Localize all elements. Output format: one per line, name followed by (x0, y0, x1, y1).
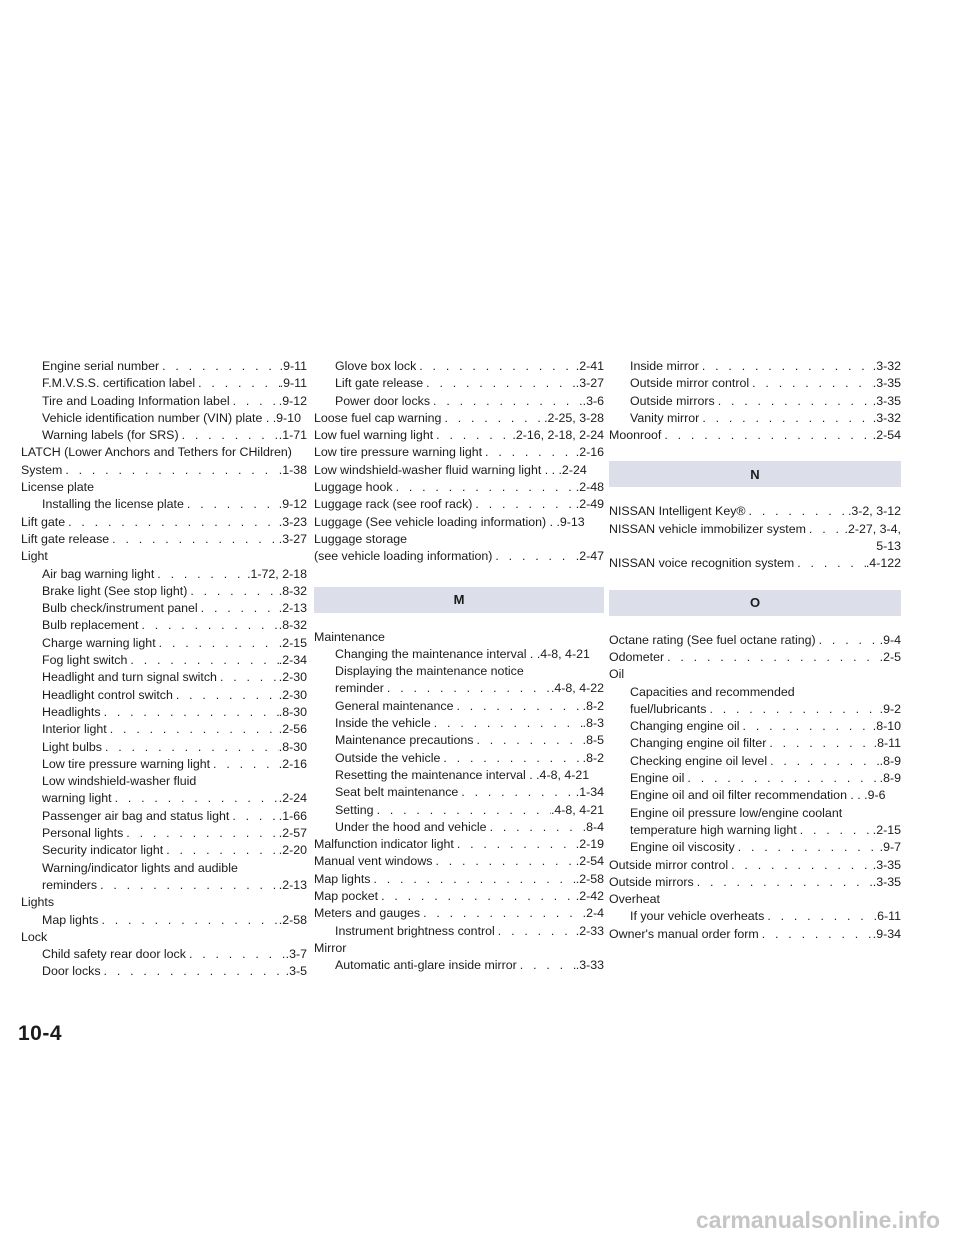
index-heading: Light (21, 549, 48, 564)
index-entry: Changing engine oil . . . .8-10 (609, 718, 901, 735)
index-entry: Tire and Loading Information label . . . .9-12 (21, 393, 307, 410)
index-entry: Warning labels (for SRS) . . . .1-71 (21, 427, 307, 444)
index-entry: Luggage hook . . . .2-48 (314, 479, 604, 496)
page-number: 10-4 (18, 1022, 63, 1045)
index-entry: Capacities and recommended (630, 684, 795, 699)
index-entry: reminder . . . .4-8, 4-22 (314, 680, 604, 697)
index-entry: Map pocket . . . .2-42 (314, 888, 604, 905)
index-entry: Engine oil viscosity . . . .9-7 (609, 839, 901, 856)
index-entry: Child safety rear door lock . . . .3-7 (21, 946, 307, 963)
index-entry: Changing engine oil filter . . . .8-11 (609, 735, 901, 752)
index-heading: Lock (21, 929, 48, 944)
index-entry: Personal lights . . . .2-57 (21, 825, 307, 842)
index-entry: Low windshield-washer fluid warning light . . .2-24 (314, 462, 587, 477)
index-heading: Mirror (314, 940, 347, 955)
index-entry: Door locks . . . .3-5 (21, 963, 307, 980)
index-entry: Outside mirror control . . . .3-35 (609, 375, 901, 392)
index-entry: Manual vent windows . . . .2-54 (314, 853, 604, 870)
index-entry: Power door locks . . . .3-6 (314, 393, 604, 410)
index-entry: Under the hood and vehicle . . . .8-4 (314, 819, 604, 836)
watermark: carmanualsonline.info (695, 1207, 940, 1233)
index-column-3 (609, 358, 901, 943)
index-entry: Installing the license plate . . . .9-12 (21, 496, 307, 513)
index-entry: Owner's manual order form . . . .9-34 (609, 926, 901, 943)
index-entry-continuation: 5-13 (876, 539, 901, 554)
index-entry: temperature high warning light . . . .2-15 (609, 822, 901, 839)
index-entry: Brake light (See stop light) . . . .8-32 (21, 583, 307, 600)
index-entry: NISSAN vehicle immobilizer system . . . .2-27, 3-4, (609, 521, 901, 538)
index-entry: Engine oil and oil filter recommendation . . .9-6 (630, 788, 886, 803)
index-entry: Passenger air bag and status light . . . .1-66 (21, 808, 307, 825)
index-entry: fuel/lubricants . . . .9-2 (609, 701, 901, 718)
index-entry: Inside the vehicle . . . .8-3 (314, 715, 604, 732)
index-heading: Oil (609, 667, 625, 682)
index-entry: Security indicator light . . . .2-20 (21, 842, 307, 859)
index-entry: Lift gate release . . . .3-27 (314, 375, 604, 392)
section-header-o: O (609, 590, 901, 616)
index-entry: Glove box lock . . . .2-41 (314, 358, 604, 375)
section-header-m: M (314, 587, 604, 613)
index-entry: Engine serial number . . . .9-11 (21, 358, 307, 375)
index-entry: Map lights . . . .2-58 (314, 871, 604, 888)
index-entry: Warning/indicator lights and audible (42, 860, 238, 875)
index-entry: Automatic anti-glare inside mirror . . . .3-33 (314, 957, 604, 974)
index-entry: Interior light . . . .2-56 (21, 721, 307, 738)
index-entry: Changing the maintenance interval . .4-8, 4-21 (335, 646, 590, 661)
index-entry: Engine oil pressure low/engine coolant (630, 805, 843, 820)
index-entry: Seat belt maintenance . . . .1-34 (314, 784, 604, 801)
index-entry: Bulb replacement . . . .8-32 (21, 617, 307, 634)
index-entry: Fog light switch . . . .2-34 (21, 652, 307, 669)
index-entry: Octane rating (See fuel octane rating) . . . .9-4 (609, 632, 901, 649)
index-column-1 (21, 358, 307, 981)
index-entry: Malfunction indicator light . . . .2-19 (314, 836, 604, 853)
index-column-2 (314, 358, 604, 975)
index-entry: Checking engine oil level . . . .8-9 (609, 753, 901, 770)
index-entry: Vehicle identification number (VIN) plate . .9-10 (42, 410, 301, 425)
index-entry: warning light . . . .2-24 (21, 790, 307, 807)
index-heading: LATCH (Lower Anchors and Tethers for CHildren) (21, 445, 292, 460)
index-entry: Moonroof . . . .2-54 (609, 427, 901, 444)
index-entry: Headlight control switch . . . .2-30 (21, 687, 307, 704)
index-heading: License plate (21, 480, 95, 495)
index-entry: If your vehicle overheats . . . .6-11 (609, 908, 901, 925)
index-entry: Outside mirrors . . . .3-35 (609, 874, 901, 891)
index-entry: Outside the vehicle . . . .8-2 (314, 750, 604, 767)
index-entry: Resetting the maintenance interval . .4-8, 4-21 (335, 767, 590, 782)
index-entry: Low fuel warning light . . . .2-16, 2-18, 2-24 (314, 427, 604, 444)
index-entry: Low windshield-washer fluid (42, 774, 197, 789)
index-entry: Instrument brightness control . . . .2-33 (314, 923, 604, 940)
index-entry: Outside mirrors . . . .3-35 (609, 393, 901, 410)
index-entry: Headlight and turn signal switch . . . .2-30 (21, 669, 307, 686)
index-entry: Headlights . . . .8-30 (21, 704, 307, 721)
index-entry: NISSAN Intelligent Key® . . . .3-2, 3-12 (609, 503, 901, 520)
index-entry: Outside mirror control . . . .3-35 (609, 857, 901, 874)
index-entry: Engine oil . . . .8-9 (609, 770, 901, 787)
index-entry: Meters and gauges . . . .2-4 (314, 905, 604, 922)
index-entry: System . . . .1-38 (21, 462, 307, 479)
index-entry: Lift gate release . . . .3-27 (21, 531, 307, 548)
index-entry: Lift gate . . . .3-23 (21, 514, 307, 531)
index-entry: Luggage rack (see roof rack) . . . .2-49 (314, 496, 604, 513)
index-entry: Odometer . . . .2-5 (609, 649, 901, 666)
index-entry: F.M.V.S.S. certification label . . . .9-11 (21, 375, 307, 392)
index-entry: Light bulbs . . . .8-30 (21, 739, 307, 756)
index-heading: Overheat (609, 892, 660, 907)
index-entry: Luggage (See vehicle loading information) . .9-13 (314, 514, 585, 529)
index-entry: Inside mirror . . . .3-32 (609, 358, 901, 375)
index-heading: Maintenance (314, 629, 385, 644)
index-entry: Displaying the maintenance notice (335, 664, 524, 679)
index-entry: Low tire pressure warning light . . . .2-16 (21, 756, 307, 773)
section-header-n: N (609, 461, 901, 487)
index-entry: Vanity mirror . . . .3-32 (609, 410, 901, 427)
index-entry: reminders . . . .2-13 (21, 877, 307, 894)
index-entry: Setting . . . .4-8, 4-21 (314, 802, 604, 819)
index-entry: Air bag warning light . . . .1-72, 2-18 (21, 566, 307, 583)
index-entry: General maintenance . . . .8-2 (314, 698, 604, 715)
index-entry: Loose fuel cap warning . . . .2-25, 3-28 (314, 410, 604, 427)
index-entry: Bulb check/instrument panel . . . .2-13 (21, 600, 307, 617)
index-entry: Maintenance precautions . . . .8-5 (314, 732, 604, 749)
index-entry: (see vehicle loading information) . . . .2-47 (314, 548, 604, 565)
index-entry: Charge warning light . . . .2-15 (21, 635, 307, 652)
index-heading: Luggage storage (314, 531, 408, 546)
index-heading: Lights (21, 895, 55, 910)
index-entry: NISSAN voice recognition system . . . .4-122 (609, 555, 901, 572)
index-entry: Low tire pressure warning light . . . .2-16 (314, 444, 604, 461)
index-entry: Map lights . . . .2-58 (21, 912, 307, 929)
